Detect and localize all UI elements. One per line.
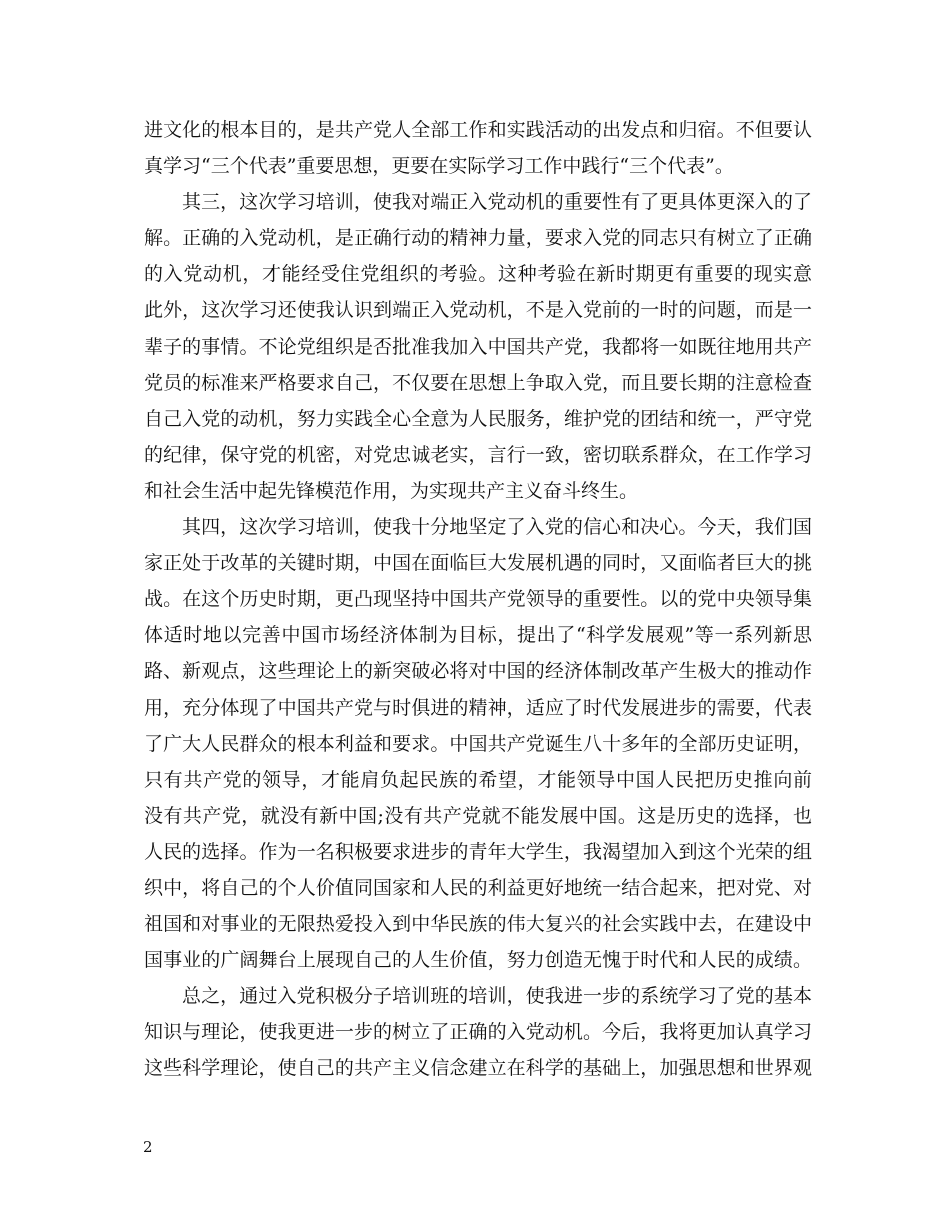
text-line: 这些科学理论，使自己的共产主义信念建立在科学的基础上，加强思想和世界观: [144, 1057, 812, 1080]
paragraph-first-line: 总之，通过入党积极分子培训班的培训，使我进一步的系统学习了党的基本: [182, 985, 812, 1008]
text-line: 只有共产党的领导，才能肩负起民族的希望，才能领导中国人民把历史推向前: [144, 768, 812, 791]
text-line: 没有共产党，就没有新中国;没有共产党就不能发展中国。这是历史的选择，也: [144, 804, 812, 827]
document-body: [144, 112, 812, 1087]
text-line: 祖国和对事业的无限热爱投入到中华民族的伟大复兴的社会实践中去，在建设中: [144, 913, 812, 936]
text-line: 辈子的事情。不论党组织是否批准我加入中国共产党，我都将一如既往地用共产: [144, 335, 812, 358]
text-line: 党员的标准来严格要求自己，不仅要在思想上争取入党，而且要长期的注意检查: [144, 371, 812, 394]
text-line: 自己入党的动机，努力实践全心全意为人民服务，维护党的团结和统一，严守党: [144, 407, 812, 430]
text-line: 织中，将自己的个人价值同国家和人民的利益更好地统一结合起来，把对党、对: [144, 876, 812, 899]
text-line: 知识与理论，使我更进一步的树立了正确的入党动机。今后，我将更加认真学习: [144, 1021, 812, 1044]
text-line: 体适时地以完善中国市场经济体制为目标，提出了“科学发展观”等一系列新思: [144, 624, 812, 647]
text-line: 真学习“三个代表”重要思想，更要在实际学习工作中践行“三个代表”。: [144, 155, 734, 178]
text-line: 了广大人民群众的根本利益和要求。中国共产党诞生八十多年的全部历史证明，: [144, 732, 812, 755]
text-line: 和社会生活中起先锋模范作用，为实现共产主义奋斗终生。: [144, 479, 639, 502]
paragraph-first-line: 其三，这次学习培训，使我对端正入党动机的重要性有了更具体更深入的了: [182, 191, 812, 214]
text-line: 的纪律，保守党的机密，对党忠诚老实，言行一致，密切联系群众，在工作学习: [144, 443, 812, 466]
text-line: 国事业的广阔舞台上展现自己的人生价值，努力创造无愧于时代和人民的成绩。: [144, 949, 812, 972]
text-line: 此外，这次学习还使我认识到端正入党动机，不是入党前的一时的问题，而是一: [144, 299, 812, 322]
text-line: 人民的选择。作为一名积极要求进步的青年大学生，我渴望加入到这个光荣的组: [144, 840, 812, 863]
text-line: 进文化的根本目的，是共产党人全部工作和实践活动的出发点和归宿。不但要认: [144, 119, 812, 141]
text-line: 战。在这个历史时期，更凸现坚持中国共产党领导的重要性。以的党中央领导集: [144, 588, 812, 611]
text-line: 路、新观点，这些理论上的新突破必将对中国的经济体制改革产生极大的推动作: [144, 660, 812, 683]
paragraph-first-line: 其四，这次学习培训，使我十分地坚定了入党的信心和决心。今天，我们国: [182, 516, 812, 539]
text-line: 家正处于改革的关键时期，中国在面临巨大发展机遇的同时，又面临者巨大的挑: [144, 552, 812, 575]
text-line: 的入党动机，才能经受住党组织的考验。这种考验在新时期更有重要的现实意: [144, 263, 812, 286]
text-line: 解。正确的入党动机，是正确行动的精神力量，要求入党的同志只有树立了正确: [144, 227, 812, 250]
page-number: 2: [143, 1138, 153, 1156]
text-line: 用，充分体现了中国共产党与时俱进的精神，适应了时代发展进步的需要，代表: [144, 696, 812, 719]
